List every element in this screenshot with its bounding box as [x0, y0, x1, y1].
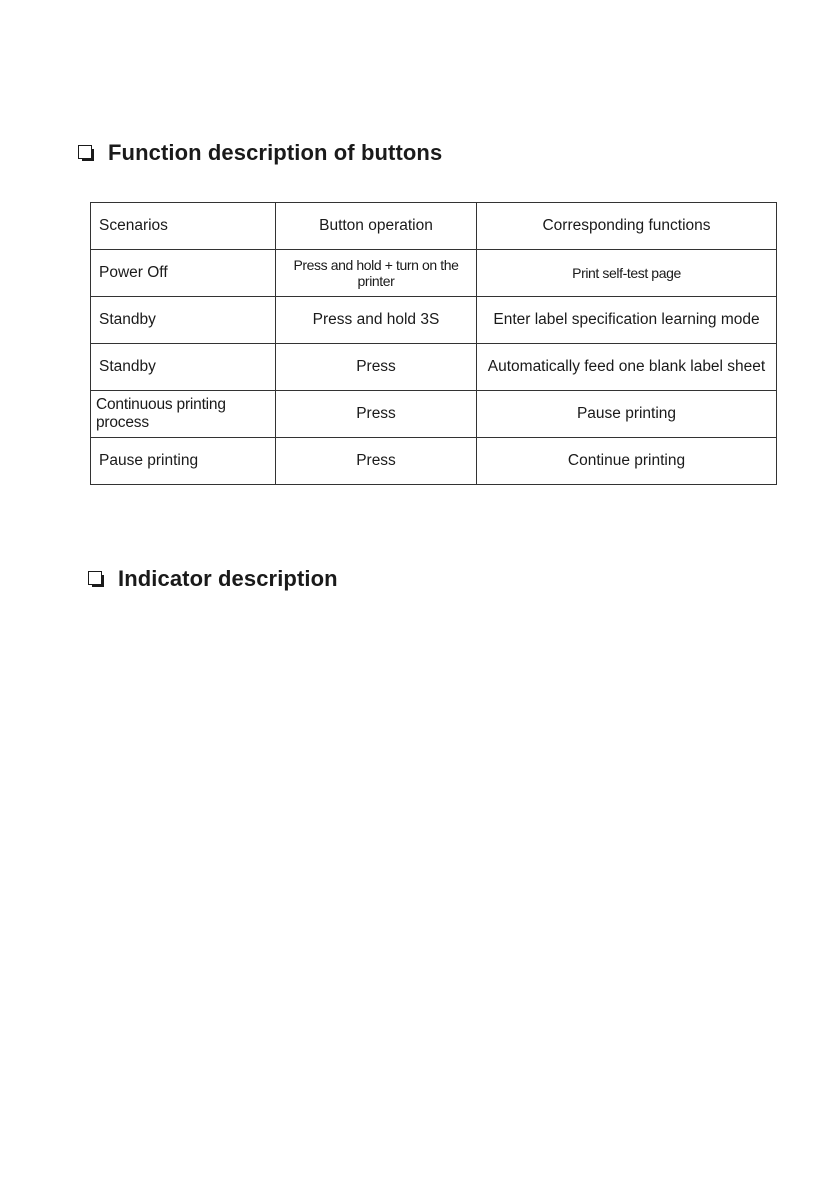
cell-function: Print self-test page — [477, 250, 777, 297]
cell-operation: Press — [276, 344, 477, 391]
header-cell-scenarios: Scenarios — [91, 203, 276, 250]
table-row — [91, 391, 777, 438]
cell-function: Continue printing — [477, 438, 777, 485]
section-title-indicator: Indicator description — [118, 566, 338, 591]
cell-operation: Press and hold + turn on the printer — [276, 250, 477, 297]
cell-function: Automatically feed one blank label sheet — [477, 344, 777, 391]
table-row — [91, 438, 777, 485]
cell-operation: Press and hold 3S — [276, 297, 477, 344]
cell-scenario: Pause printing — [91, 438, 276, 485]
table-row — [91, 344, 777, 391]
section-heading-indicator — [88, 566, 338, 592]
table-row — [91, 250, 777, 297]
cell-function: Enter label specification learning mode — [477, 297, 777, 344]
header-cell-corresponding-functions: Corresponding functions — [477, 203, 777, 250]
table-header-row — [91, 203, 777, 250]
cell-scenario: Standby — [91, 344, 276, 391]
section-title-buttons: Function description of buttons — [108, 140, 443, 165]
section-heading-buttons — [78, 140, 442, 166]
button-function-table — [90, 202, 777, 485]
cell-scenario: Standby — [91, 297, 276, 344]
cell-function: Pause printing — [477, 391, 777, 438]
checkbox-bullet-icon — [88, 571, 104, 587]
cell-scenario: Power Off — [91, 250, 276, 297]
table-row — [91, 297, 777, 344]
checkbox-bullet-icon — [78, 145, 94, 161]
cell-operation: Press — [276, 391, 477, 438]
cell-operation: Press — [276, 438, 477, 485]
header-cell-button-operation: Button operation — [276, 203, 477, 250]
cell-scenario: Continuous printing process — [91, 391, 276, 438]
